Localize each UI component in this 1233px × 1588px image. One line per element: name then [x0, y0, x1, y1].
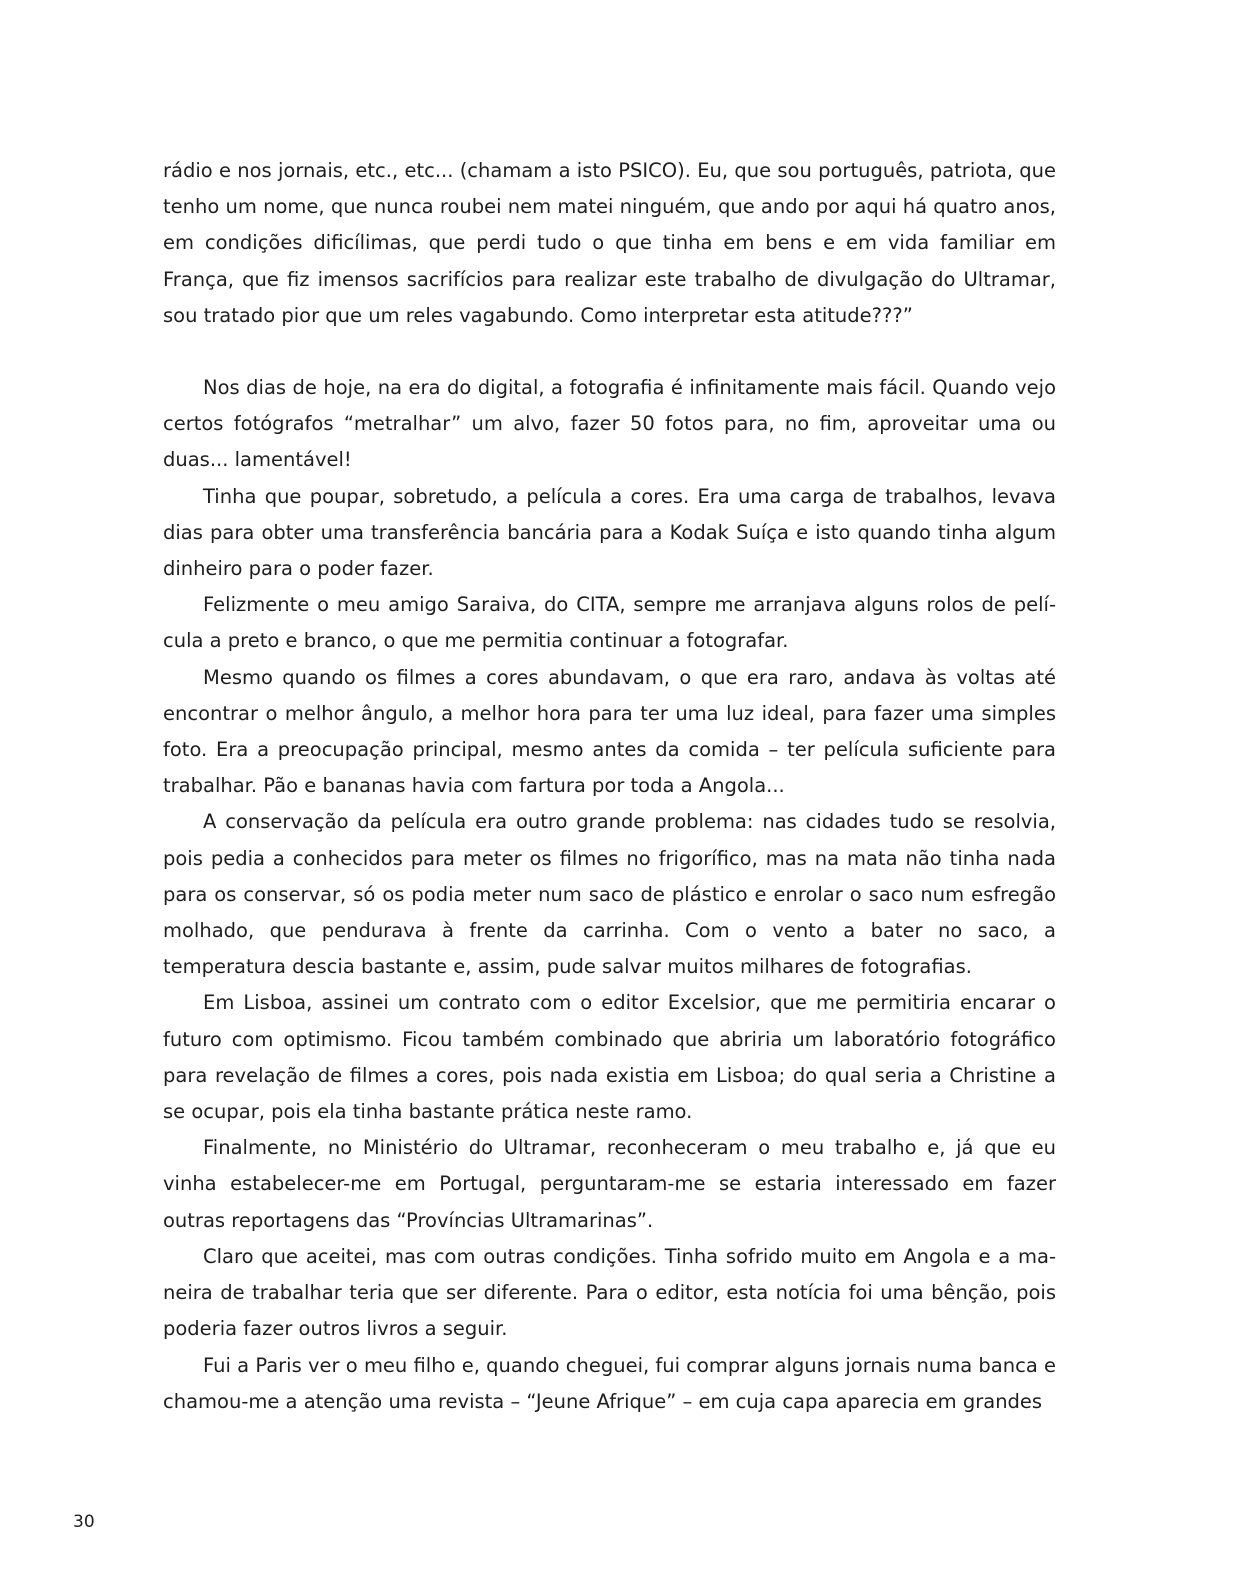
- paragraph-quote-end: rádio e nos jornais, etc., etc... (chamam a isto PSICO). Eu, que sou português, patriota, que tenho um nome, que nunca roubei nem matei ninguém, que ando por aqui há quatro anos, em condições dificílimas, que perdi tudo o que tinha em bens e em vida familiar em França, que fiz imensos sacrifícios para realizar este trabalho de divulgação do Ultramar, sou tratado pior que um reles vagabundo. Como interpretar esta atitude???”: [163, 159, 1056, 327]
- body-text: [163, 153, 1056, 1420]
- paragraph-film-conservation: A conservação da película era outro grande problema: nas cidades tudo se resolvia, pois pedia a conhecidos para meter os filmes no frigorífico, mas na mata não tinha nada para os conservar, só os podia meter num saco de plástico e enrolar o saco num esfregão molhado, que pendurava à frente da carrinha. Com o vento a bater no saco, a temperatura descia bastante e, assim, pude salvar muitos milhares de fotografias.: [163, 810, 1056, 979]
- page-number: 30: [73, 1512, 95, 1532]
- paragraph-paris: Fui a Paris ver o meu filho e, quando cheguei, fui comprar alguns jornais numa banca e chamou-me a atenção uma revista – “Jeune Afrique” – em cuja capa aparecia em grandes: [163, 1353, 1056, 1413]
- paragraph-best-angle: Mesmo quando os filmes a cores abundavam, o que era raro, andava às voltas até encontrar o melhor ângulo, a melhor hora para ter uma luz ideal, para fazer uma simples foto. Era a preocupação principal, mesmo antes da comida – ter película suficiente para trabalhar. Pão e bananas havia com fartura por toda a Angola...: [163, 665, 1056, 798]
- paragraph-accepted: Claro que aceitei, mas com outras condições. Tinha sofrido muito em Angola e a maneira de trabalhar teria que ser diferente. Para o editor, esta notícia foi uma bênção, pois poderia fazer outros livros a seguir.: [163, 1244, 1056, 1341]
- paragraph-ministry: Finalmente, no Ministério do Ultramar, reconheceram o meu trabalho e, já que eu vinha estabelecer-me em Portugal, perguntaram-me se estaria interessado em fazer outras reportagens das “Províncias Ultramarinas”.: [163, 1136, 1056, 1232]
- paragraph-color-film: Tinha que poupar, sobretudo, a película a cores. Era uma carga de trabalhos, levava dias para obter uma transferência bancária para a Kodak Suíça e isto quando tinha algum dinheiro para o poder fazer.: [163, 484, 1056, 581]
- paragraph-digital-era: Nos dias de hoje, na era do digital, a fotografia é infinitamente mais fácil. Quando vejo certos fotógrafos “metralhar” um alvo, fazer 50 fotos para, no fim, aproveitar uma ou duas... lamentável!: [163, 376, 1056, 472]
- paragraph-lisbon-contract: Em Lisboa, assinei um contrato com o editor Excelsior, que me permitiria encarar o futuro com optimismo. Ficou também combinado que abriria um laboratório fotográfico para revelação de filmes a cores, pois nada existia em Lisboa; do qual seria a Christine a se ocupar, pois ela tinha bastante prática neste ramo.: [163, 991, 1056, 1124]
- paragraph-saraiva: Felizmente o meu amigo Saraiva, do CITA, sempre me arranjava alguns rolos de película a preto e branco, o que me permitia continuar a fotografar.: [163, 593, 1056, 653]
